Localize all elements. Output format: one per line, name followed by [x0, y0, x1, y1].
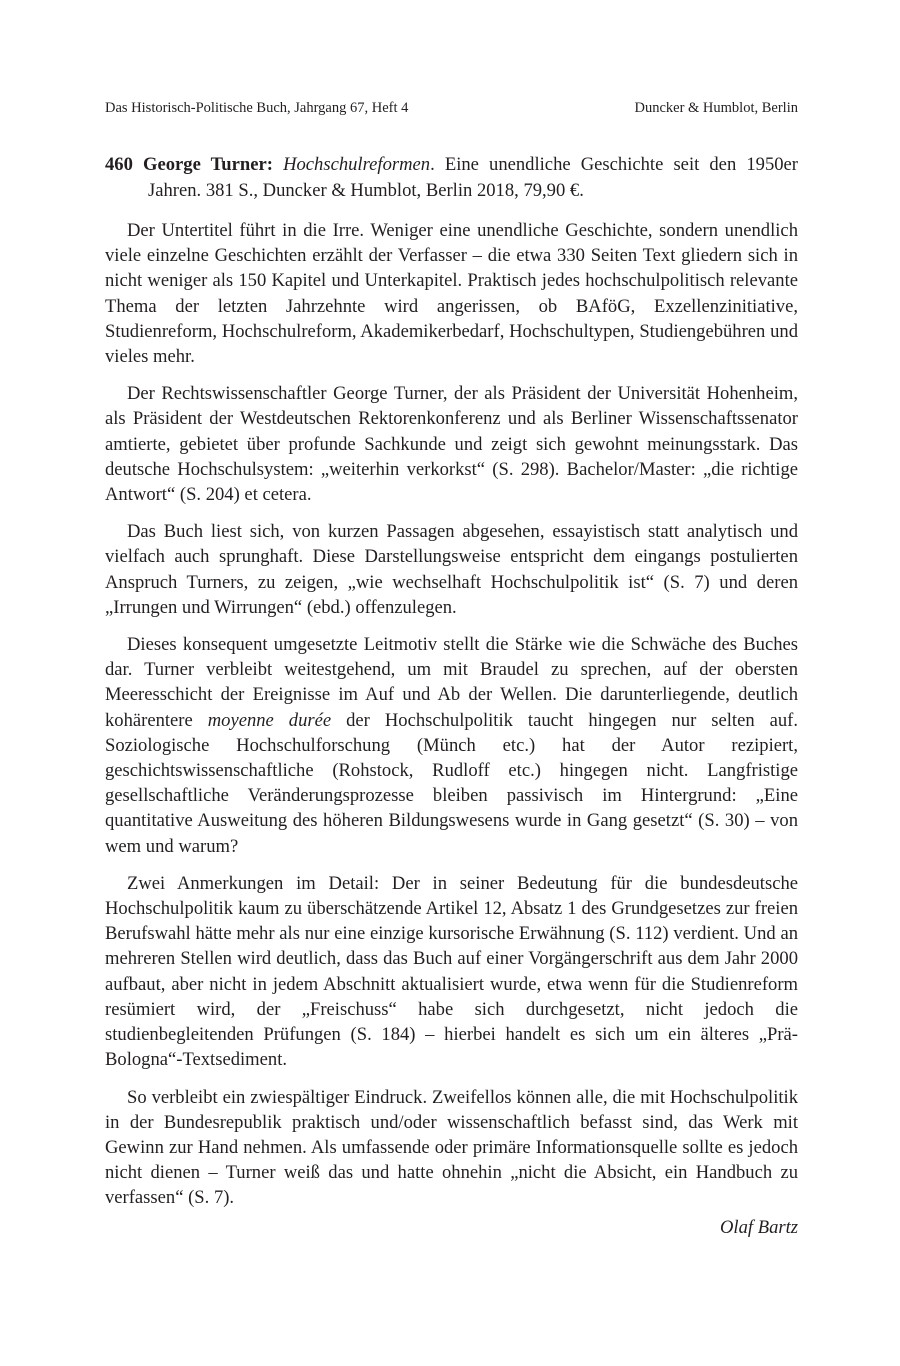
running-header — [105, 98, 798, 118]
review-paragraph: Das Buch liest sich, von kurzen Passagen abgesehen, essayistisch statt analytisch und vielfach auch sprunghaft. Diese Darstellungsweise entspricht dem eingangs postulierten Anspruch Turners, zu zeigen, „wie wechselhaft Hochschulpolitik ist“ (S. 7) und deren „Irrungen und Wirrungen“ (ebd.) offenzulegen. — [105, 521, 798, 618]
review-page — [105, 98, 798, 1241]
publisher: Duncker & Humblot, Berlin — [634, 100, 798, 116]
review-paragraph: Zwei Anmerkungen im Detail: Der in seiner Bedeutung für die bundesdeutsche Hochschulpolitik kaum zu überschätzende Artikel 12, Absatz 1 des Grundgesetzes zur freien Berufswahl hätte mehr als nur eine einzige kursorische Erwähnung (S. 112) verdient. Und an mehreren Stellen wird deutlich, dass das Buch auf einer Vorgängerschrift aus dem Jahr 2000 aufbaut, aber nicht in jedem Abschnitt aktualisiert wurde, etwa wenn für die Studienreform resümiert wird, der „Freischuss“ habe sich durchgesetzt, nicht jedoch die studienbegleitenden Prüfungen (S. 184) – hierbei handelt es sich um ein älteres „Prä-Bologna“-Textsediment. — [105, 872, 798, 1071]
book-author: George Turner: — [143, 154, 273, 175]
emphasized-term: moyenne durée — [207, 709, 332, 731]
paragraph-text: Dieses konsequent umgesetzte Leitmotiv stellt die Stärke wie die Schwäche des Buches dar. Turner verbleibt weitestgehend, um mit Braudel zu sprechen, auf der obersten Meeresschicht der Ereignisse im Auf und Ab der Wellen. Die darunterliegende, deutlich kohärentere — [105, 634, 798, 731]
review-paragraph: Der Untertitel führt in die Irre. Weniger eine unendliche Geschichte, sondern unendlich viele einzelne Geschichten erzählt der Verfasser – die etwa 330 Seiten Text gliedern sich in nicht weniger als 150 Kapitel und Unterkapitel. Praktisch jedes hochschulpolitisch relevante Thema der letzten Jahrzehnte wird angerissen, ob BAföG, Exzellenzinitiative, Studienreform, Hochschulreform, Akademikerbedarf, Hochschultypen, Studiengebühren und vieles mehr. — [105, 220, 798, 368]
reviewer-signature: Olaf Bartz — [720, 1216, 798, 1238]
review-paragraph: So verbleibt ein zwiespältiger Eindruck. Zweifellos können alle, die mit Hochschulpolitik in der Bundesrepublik praktisch und/oder wissenschaftlich befasst sind, das Werk mit Gewinn zur Hand nehmen. Als umfassende oder primäre Informationsquelle sollte es jedoch nicht dienen – Turner weiß das und hatte ohnehin „nicht die Absicht, ein Handbuch zu verfassen“ (S. 7). — [105, 1086, 798, 1209]
book-title: Hochschulreformen — [283, 154, 431, 175]
journal-citation: Das Historisch-Politische Buch, Jahrgang 67, Heft 4 — [105, 100, 409, 116]
review-paragraph: Der Rechtswissenschaftler George Turner, der als Präsident der Universität Hohenheim, als Präsident der Westdeutschen Rektorenkonferenz und als Berliner Wissenschaftssenator amtierte, gebietet über profunde Sachkunde und zeigt sich gewohnt meinungsstark. Das deutsche Hochschulsystem: „weiterhin verkorkst“ (S. 298). Bachelor/Master: „die richtige Antwort“ (S. 204) et cetera. — [105, 383, 798, 506]
bibliographic-entry — [105, 152, 798, 204]
paragraph-text: der Hochschulpolitik taucht hingegen nur selten auf. Soziologische Hochschulforschung (Münch etc.) hat der Autor rezipiert, geschichtswissenschaftliche (Rohstock, Rudloff etc.) hingegen nicht. Langfristige gesellschaftliche Veränderungsprozesse bleiben passivisch im Hintergrund: „Eine quantitative Ausweitung des höheren Bildungswesens wurde in Gang gesetzt“ (S. 30) – von wem und warum? — [105, 709, 798, 857]
book-details: . Eine unendliche Geschichte seit den 1950er Jahren. 381 S., Duncker & Humblot, Berlin 2018, 79,90 €. — [148, 154, 798, 201]
entry-number: 460 — [105, 154, 133, 175]
review-paragraph — [105, 632, 798, 859]
